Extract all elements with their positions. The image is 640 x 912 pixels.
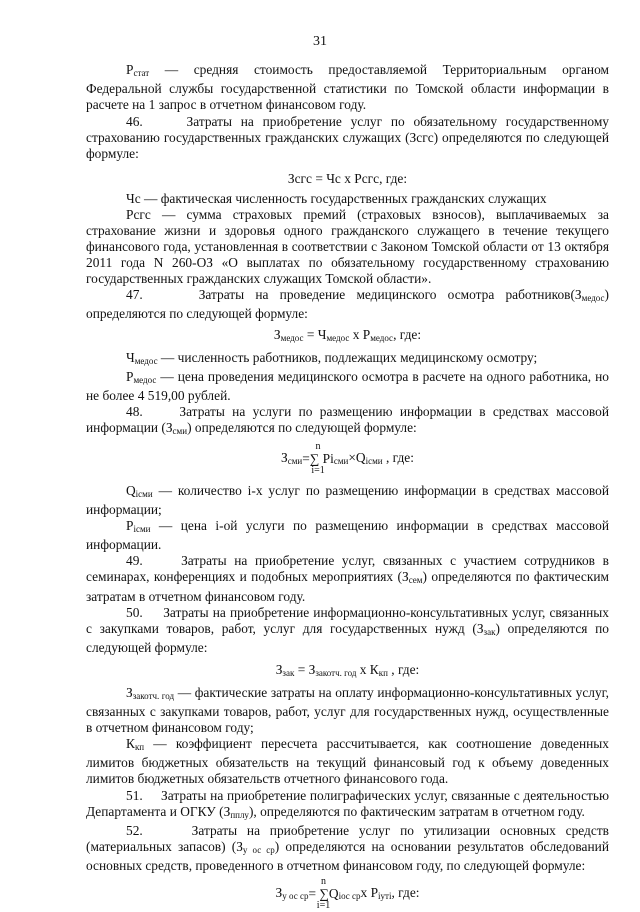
paragraph-49 (86, 553, 609, 604)
sigma-stack (302, 441, 334, 477)
f-sub: у ос ср (282, 891, 309, 902)
formula-52 (86, 876, 609, 912)
f-lhs: З (275, 885, 283, 901)
paragraph-tail: ) определяются на основании результатов обследований основных средств, проведенного в отчетном финансовом году, по следующей формуле: (86, 838, 609, 873)
subscript: стат (133, 68, 150, 78)
f-sub: медос (326, 333, 350, 344)
subscript: зак (483, 626, 496, 637)
symbol: P (126, 518, 134, 534)
f-part: , где: (382, 450, 414, 466)
paragraph-tail: ), определяются по фактическим затратам в отчетном году. (248, 803, 585, 819)
f-part: , где: (393, 327, 422, 343)
paragraph-text: 52. Затраты на приобретение услуг по утилизации основных средств (материальных запасов) (З (86, 822, 609, 854)
page-number: 31 (313, 34, 327, 49)
sigma-lower: i=1 (311, 464, 325, 476)
f-sub: медос (280, 333, 304, 344)
definition-zak-otch-god (86, 685, 609, 736)
paragraph-50 (86, 605, 609, 656)
f-sub: iос ср (338, 891, 361, 902)
formula-47 (86, 327, 609, 346)
definition-text: — фактические затраты на оплату информационно-консультативных услуг, связанных с закупками товаров, работ, услуг для государственных нужд, осуществленные в отчетном финансовом году; (86, 685, 609, 736)
symbol: Q (126, 482, 136, 498)
definition-ch-medos (86, 350, 609, 369)
f-part: = З (294, 661, 316, 677)
symbol: К (126, 736, 135, 752)
f-part: З (273, 327, 281, 343)
paragraph-48 (86, 404, 609, 439)
sigma-expression: = ∑Q (308, 886, 339, 902)
definition-text: — коэффициент пересчета рассчитывается, как соотношение доведенных лимитов бюджетных обязательств на текущий финансовый год к объему доведенных лимитов бюджетных обязательств отчетного финансового года. (86, 736, 609, 787)
definition-q-ismi (86, 483, 609, 518)
document-body (86, 62, 609, 912)
formula-50 (86, 662, 609, 681)
f-part: З (275, 661, 283, 677)
formula-48 (86, 441, 609, 477)
paragraph-text: 48. Затраты на услуги по размещению информации в средствах массовой информации (З (86, 403, 609, 435)
f-part: = Ч (303, 327, 327, 343)
subscript: сем (408, 575, 423, 586)
f-part: , где: (391, 885, 420, 901)
f-sub: медос (370, 333, 394, 344)
symbol: Ч (126, 349, 135, 365)
f-part: х К (356, 661, 379, 677)
definition-rsgs: Рсгс — сумма страховых премий (страховых взносов), выплачиваемых за страхование жизни и здоровья одного гражданского служащего в течение текущего финансового года, установленная в соответствии с Законом Томской области от 13 октября 2011 года N 260-ОЗ «О выплатах по обязательному государственному страхованию государственных гражданских служащих Томской области». (86, 206, 609, 287)
paragraph-52 (86, 823, 609, 874)
f-sub: зак (282, 667, 295, 678)
subscript: медос (133, 374, 157, 385)
subscript: у ос ср (242, 844, 275, 855)
paragraph-47 (86, 287, 609, 322)
paragraph-text: 47. Затраты на проведение медицинского осмотра работников(З (126, 287, 582, 303)
subscript: медос (581, 293, 605, 304)
f-part: х Р (349, 327, 371, 343)
paragraph-tail: ) определяются по следующей формуле: (86, 620, 609, 655)
f-sub: закотч. год (315, 667, 357, 678)
sigma-upper: n (321, 876, 327, 888)
paragraph-tail: ) определяются по следующей формуле: (187, 419, 417, 435)
symbol: Р (126, 62, 134, 77)
definition-p-ismi (86, 518, 609, 553)
definition-rstat (86, 62, 609, 113)
definition-r-medos (86, 369, 609, 404)
f-sub: кп (378, 667, 388, 678)
f-part: , где: (387, 661, 420, 677)
definition-text: — численность работников, подлежащих медицинскому осмотру; (157, 349, 538, 365)
definition-text: — цена i-ой услуги по размещению информации в средствах массовой информации. (86, 518, 609, 553)
sigma-stack (308, 876, 338, 912)
sigma-lower: i=1 (316, 900, 331, 912)
subscript: медос (134, 355, 158, 366)
subscript: закотч. год (132, 691, 175, 701)
definition-text: — количество i-х услуг по размещению информации в средствах массовой информации; (86, 482, 609, 518)
sigma-expression: =∑ Рi (302, 450, 334, 466)
f-sub: сми (287, 456, 303, 467)
subscript: сми (172, 425, 188, 436)
definition-text: — цена проведения медицинского осмотра в расчете на одного работника, но не более 4 519,00 рублей. (86, 368, 609, 403)
paragraph-51 (86, 788, 609, 823)
f-sub: iутi (378, 891, 392, 902)
symbol: Р (126, 368, 134, 384)
definition-chs: Чс — фактическая численность государственных гражданских служащих (126, 190, 547, 206)
subscript: iсми (135, 488, 153, 499)
subscript: iсми (133, 524, 151, 535)
paragraph-text: 49. Затраты на приобретение услуг, связанных с участием сотрудников в семинарах, конференциях и подобных мероприятиях (З (86, 553, 609, 585)
paragraph-tail: ) определяются по следующей формуле: (86, 287, 609, 322)
f-part: ×Q (348, 450, 366, 466)
paragraph-tail: ) определяются по фактическим затратам в отчетном финансовом году. (86, 569, 609, 604)
f-sub: сми (333, 456, 349, 467)
definition-k-kp (86, 736, 609, 787)
paragraph-text: 50. Затраты на приобретение информационно-консультативных услуг, связанных с закупками товаров, работ, услуг для государственных нужд (З (86, 604, 609, 636)
definition-text: — средняя стоимость предоставляемой Территориальным органом Федеральной службы государственной статистики по Томской области информации в расчете на 1 запрос в отчетном финансовом году. (86, 62, 609, 113)
subscript: пплу (230, 809, 249, 820)
paragraph-46: 46. Затраты на приобретение услуг по обязательному государственному страхованию государственных гражданских служащих (Зсгс) определяются по следующей формуле: (86, 114, 609, 162)
f-sub: iсми (365, 456, 383, 467)
sigma-upper: n (315, 440, 321, 452)
subscript: кп (134, 742, 145, 753)
f-part: х Р (360, 885, 379, 901)
formula-46: Зсгс = Чс х Рсгс, где: (287, 170, 408, 186)
symbol: З (126, 685, 133, 700)
f-lhs: З (281, 450, 288, 466)
paragraph-text: 51. Затраты на приобретение полиграфических услуг, связанные с деятельностью Департамента и ОГКУ (З (86, 787, 609, 819)
